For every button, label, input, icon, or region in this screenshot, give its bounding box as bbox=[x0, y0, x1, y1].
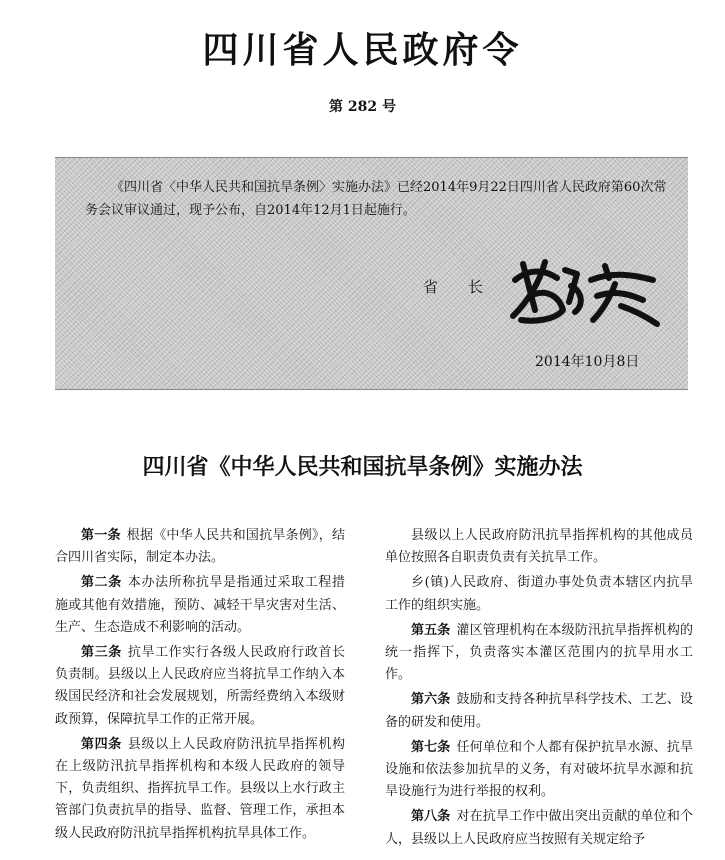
governor-signature bbox=[505, 250, 675, 330]
left-column bbox=[55, 525, 345, 848]
article-paragraph bbox=[55, 642, 345, 731]
article-paragraph bbox=[385, 620, 693, 687]
page-title: 四川省人民政府令 bbox=[202, 29, 523, 71]
article-text: 对在抗旱工作中做出突出贡献的单位和个人，县级以上人民政府应当按照有关规定给予 bbox=[385, 809, 693, 847]
decree-date: 2014年10月8日 bbox=[535, 354, 640, 370]
article-text: 根据《中华人民共和国抗旱条例》，结合四川省实际，制定本办法。 bbox=[55, 528, 345, 566]
article-label: 第八条 bbox=[411, 809, 451, 825]
article-paragraph bbox=[385, 806, 693, 850]
article-label: 第四条 bbox=[81, 736, 122, 752]
decree-notice-box bbox=[55, 157, 688, 390]
article-label: 第三条 bbox=[81, 645, 122, 661]
article-paragraph bbox=[55, 525, 345, 569]
article-paragraph bbox=[55, 734, 345, 845]
article-label: 第二条 bbox=[81, 575, 122, 591]
decree-number: 第 282 号 bbox=[329, 99, 396, 115]
decree-notice-text: 《四川省〈中华人民共和国抗旱条例〉实施办法》已经2014年9月22日四川省人民政府第60次常务会议审议通过，现予公布，自2014年12月1日起施行。 bbox=[85, 180, 667, 218]
article-text: 灌区管理机构在本级防汛抗旱指挥机构的统一指挥下，负责落实本灌区范围内的抗旱用水工作。 bbox=[385, 622, 693, 683]
article-text: 鼓励和支持各种抗旱科学技术、工艺、设备的研发和使用。 bbox=[385, 692, 693, 730]
article-text: 乡(镇)人民政府、街道办事处负责本辖区内抗旱工作的组织实施。 bbox=[385, 575, 693, 613]
article-paragraph bbox=[385, 689, 693, 733]
act-title: 四川省《中华人民共和国抗旱条例》实施办法 bbox=[142, 454, 583, 480]
article-text: 县级以上人民政府防汛抗旱指挥机构在上级防汛抗旱指挥机构和本级人民政府的领导下，负责组织、指挥抗旱工作。县级以上水行政主管部门负责抗旱的指导、监督、管理工作，承担本级人民政府防汛抗旱指挥机构抗旱具体工作。 bbox=[55, 736, 345, 841]
article-text: 抗旱工作实行各级人民政府行政首长负责制。县级以上人民政府应当将抗旱工作纳入本级国民经济和社会发展规划，所需经费纳入本级财政预算，保障抗旱工作的正常开展。 bbox=[55, 645, 345, 727]
article-paragraph bbox=[385, 572, 693, 616]
governor-label: 省长 bbox=[423, 278, 514, 296]
article-label: 第六条 bbox=[411, 692, 451, 708]
article-label: 第七条 bbox=[411, 739, 451, 755]
article-label: 第一条 bbox=[81, 528, 121, 543]
right-column bbox=[385, 525, 693, 854]
article-text: 县级以上人民政府防汛抗旱指挥机构的其他成员单位按照各自职责负责有关抗旱工作。 bbox=[385, 528, 693, 566]
article-text: 本办法所称抗旱是指通过采取工程措施或其他有效措施，预防、减轻干旱灾害对生活、生产、生态造成不利影响的活动。 bbox=[55, 575, 345, 635]
article-paragraph bbox=[55, 572, 345, 639]
article-label: 第五条 bbox=[411, 622, 451, 638]
article-paragraph bbox=[385, 525, 693, 569]
article-paragraph bbox=[385, 737, 693, 804]
article-text: 任何单位和个人都有保护抗旱水源、抗旱设施和依法参加抗旱的义务，有对破坏抗旱水源和抗旱设施行为进行举报的权利。 bbox=[385, 739, 693, 800]
